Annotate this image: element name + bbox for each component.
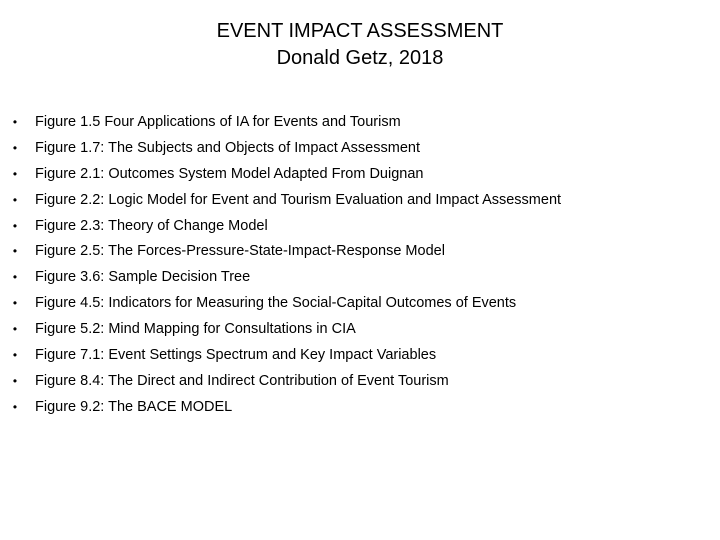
list-item [0,137,720,163]
list-item [0,396,720,422]
list-item [0,215,720,241]
figure-caption: Figure 2.3: Theory of Change Model [35,217,268,234]
figure-caption: Figure 7.1: Event Settings Spectrum and Key Impact Variables [35,347,437,364]
bullet-icon: • [12,270,18,285]
list-item [0,318,720,344]
list-item [0,189,720,215]
figure-caption: Figure 2.1: Outcomes System Model Adapted From Duignan [35,165,424,182]
figure-caption: Figure 2.5: The Forces-Pressure-State-Impact-Response Model [35,243,445,260]
figure-caption: Figure 2.2: Logic Model for Event and Tourism Evaluation and Impact Assessment [35,191,562,208]
list-item [0,240,720,266]
figure-caption: Figure 1.5 Four Applications of IA for Events and Tourism [35,114,401,130]
list-item [0,370,720,396]
figure-list [0,111,720,422]
title-block [0,18,720,72]
bullet-icon: • [12,244,18,259]
bullet-icon: • [12,348,18,363]
figure-caption: Figure 8.4: The Direct and Indirect Contribution of Event Tourism [35,372,449,389]
bullet-icon: • [12,115,18,129]
bullet-icon: • [12,218,18,233]
bullet-icon: • [12,399,18,414]
page-title: EVENT IMPACT ASSESSMENT [216,20,504,42]
bullet-icon: • [12,166,18,181]
bullet-icon: • [12,373,18,388]
page-subtitle: Donald Getz, 2018 [276,47,444,69]
bullet-icon: • [12,140,18,155]
list-item [0,344,720,370]
bullet-icon: • [12,322,18,337]
list-item [0,111,720,137]
list-item [0,266,720,292]
figure-caption: Figure 3.6: Sample Decision Tree [35,269,251,286]
figure-caption: Figure 1.7: The Subjects and Objects of Impact Assessment [35,139,420,156]
bullet-icon: • [12,192,18,207]
list-item [0,163,720,189]
figure-caption: Figure 4.5: Indicators for Measuring the Social-Capital Outcomes of Events [35,295,517,312]
list-item [0,292,720,318]
figure-caption: Figure 9.2: The BACE MODEL [35,398,233,415]
bullet-icon: • [12,296,18,311]
figure-caption: Figure 5.2: Mind Mapping for Consultations in CIA [35,321,356,338]
